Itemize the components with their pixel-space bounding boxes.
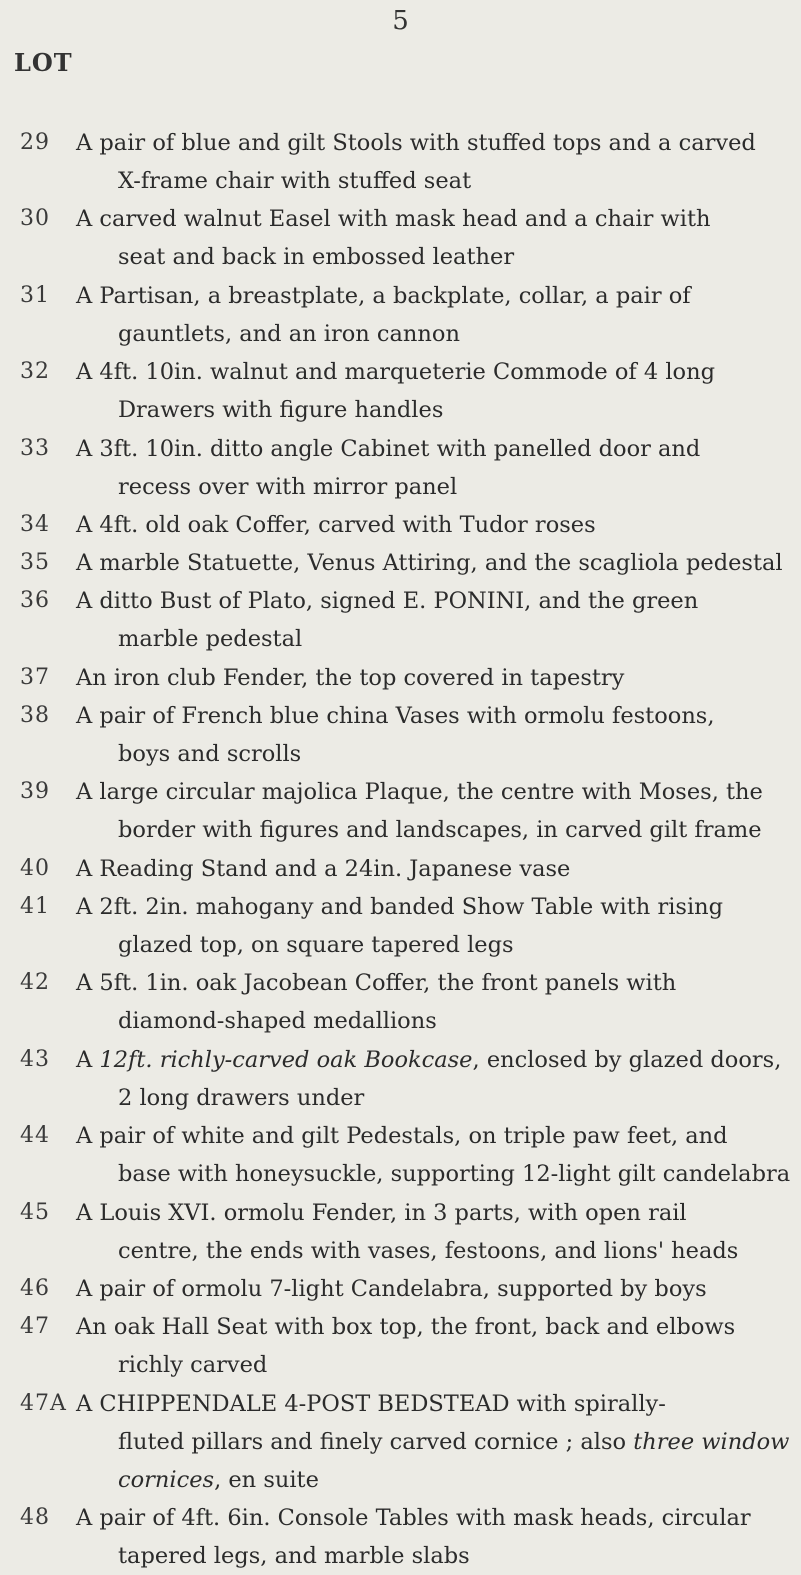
lot-description — [76, 850, 792, 888]
lot-description — [76, 1041, 792, 1117]
lot-number: 39 — [20, 779, 50, 805]
lot-number: 48 — [20, 1505, 50, 1531]
lot-description-line: marble pedestal — [118, 626, 303, 653]
lot-number: 47A — [20, 1390, 67, 1416]
lot-description-line: A CHIPPENDALE 4-POST BEDSTEAD with spirally- — [76, 1390, 666, 1417]
lot-description — [76, 277, 792, 353]
lot-number: 29 — [20, 130, 50, 155]
lot-number: 41 — [20, 894, 50, 919]
lot-description-line: A pair of blue and gilt Stools with stuffed tops and a carved — [76, 130, 756, 156]
lot-description-line: A marble Statuette, Venus Attiring, and the scagliola pedestal — [76, 550, 783, 577]
lot-description-line: base with honeysuckle, supporting 12-light gilt candelabra — [118, 1161, 791, 1188]
lot-number: 33 — [20, 435, 50, 461]
lot-description — [76, 1385, 792, 1499]
lot-description — [76, 773, 792, 849]
lot-number: 35 — [20, 550, 50, 576]
lot-description-line: A Partisan, a breastplate, a backplate, collar, a pair of — [76, 282, 691, 309]
lot-description — [76, 659, 792, 697]
lot-description-line: A 3ft. 10in. ditto angle Cabinet with panelled door and — [76, 435, 701, 462]
lot-description-line: A Reading Stand and a 24in. Japanese vase — [76, 855, 571, 882]
lot-description-line: border with figures and landscapes, in carved gilt frame — [118, 817, 762, 844]
lot-description-line: cornices, en suite — [118, 1466, 319, 1493]
lot-description-line: A 4ft. old oak Coffer, carved with Tudor roses — [76, 512, 596, 538]
lot-description — [76, 506, 792, 544]
lot-number: 43 — [20, 1046, 50, 1072]
lot-number: 37 — [20, 664, 50, 690]
lot-description-line: diamond-shaped medallions — [118, 1008, 437, 1035]
lot-description — [76, 1499, 792, 1575]
lot-number: 38 — [20, 703, 50, 728]
lot-number: 36 — [20, 588, 50, 614]
lot-description — [76, 1117, 792, 1193]
italic-phrase: cornices — [118, 1466, 215, 1493]
lot-description — [76, 124, 792, 200]
lot-description — [76, 353, 792, 429]
lot-description — [76, 582, 792, 658]
lot-description-line: 2 long drawers under — [118, 1084, 365, 1111]
lot-number: 31 — [20, 282, 50, 308]
lot-description — [76, 200, 792, 276]
page-number: 5 — [392, 6, 409, 36]
lot-description — [76, 430, 792, 506]
lot-number: 32 — [20, 359, 50, 385]
lot-description — [76, 1194, 792, 1270]
lot-number: 40 — [20, 855, 50, 881]
lot-description-line: An iron club Fender, the top covered in tapestry — [76, 664, 625, 691]
lot-description-line: seat and back in embossed leather — [118, 244, 515, 271]
lot-description-line: tapered legs, and marble slabs — [118, 1543, 470, 1570]
lot-number: 46 — [20, 1276, 50, 1301]
lot-description-line: richly carved — [118, 1352, 268, 1379]
lot-number: 42 — [20, 970, 50, 996]
lot-description-line: boys and scrolls — [118, 741, 302, 767]
lot-description-line: Drawers with figure handles — [118, 397, 444, 424]
lot-description-line: A carved walnut Easel with mask head and a chair with — [76, 206, 711, 233]
lot-number: 34 — [20, 512, 50, 537]
lot-description-line: A 5ft. 1in. oak Jacobean Coffer, the front panels with — [76, 970, 677, 997]
lot-description — [76, 1308, 792, 1384]
lot-description-line: fluted pillars and finely carved cornice ; also three window — [118, 1428, 790, 1455]
lot-description-line: A pair of French blue china Vases with ormolu festoons, — [76, 703, 715, 729]
lot-description-line: A 12ft. richly-carved oak Bookcase, enclosed by glazed doors, — [76, 1046, 782, 1073]
lot-description-line: recess over with mirror panel — [118, 473, 458, 500]
lot-description — [76, 1270, 792, 1308]
lot-description-line: A pair of ormolu 7-light Candelabra, supported by boys — [76, 1276, 707, 1302]
lot-description-line: A large circular majolica Plaque, the centre with Moses, the — [76, 779, 763, 806]
lot-description-line: A pair of 4ft. 6in. Console Tables with mask heads, circular — [76, 1505, 751, 1532]
lot-number: 47 — [20, 1314, 50, 1340]
lot-description-line: X-frame chair with stuffed seat — [118, 168, 472, 194]
lot-description — [76, 888, 792, 964]
italic-phrase: 12ft. richly-carved oak Bookcase — [99, 1046, 473, 1073]
lot-description-line: centre, the ends with vases, festoons, and lions' heads — [118, 1237, 739, 1264]
italic-phrase: three window — [633, 1428, 790, 1455]
lot-number: 45 — [20, 1199, 50, 1225]
lot-number: 30 — [20, 206, 50, 232]
lot-description-line: A 4ft. 10in. walnut and marqueterie Commode of 4 long — [76, 359, 715, 386]
lot-number: 44 — [20, 1123, 50, 1149]
lot-description-line: gauntlets, and an iron cannon — [118, 320, 460, 347]
lot-description — [76, 964, 792, 1040]
lot-description-line: glazed top, on square tapered legs — [118, 932, 514, 958]
lot-description — [76, 697, 792, 773]
lot-description-line: A 2ft. 2in. mahogany and banded Show Table with rising — [76, 894, 724, 920]
lot-description — [76, 544, 792, 582]
lot-description-line: A Louis XVI. ormolu Fender, in 3 parts, with open rail — [76, 1199, 687, 1226]
lot-description-line: An oak Hall Seat with box top, the front, back and elbows — [76, 1314, 736, 1341]
lot-description-line: A pair of white and gilt Pedestals, on triple paw feet, and — [76, 1123, 728, 1150]
lot-description-line: A ditto Bust of Plato, signed E. PONINI, and the green — [76, 588, 699, 615]
lot-column-header: LOT — [14, 48, 73, 77]
